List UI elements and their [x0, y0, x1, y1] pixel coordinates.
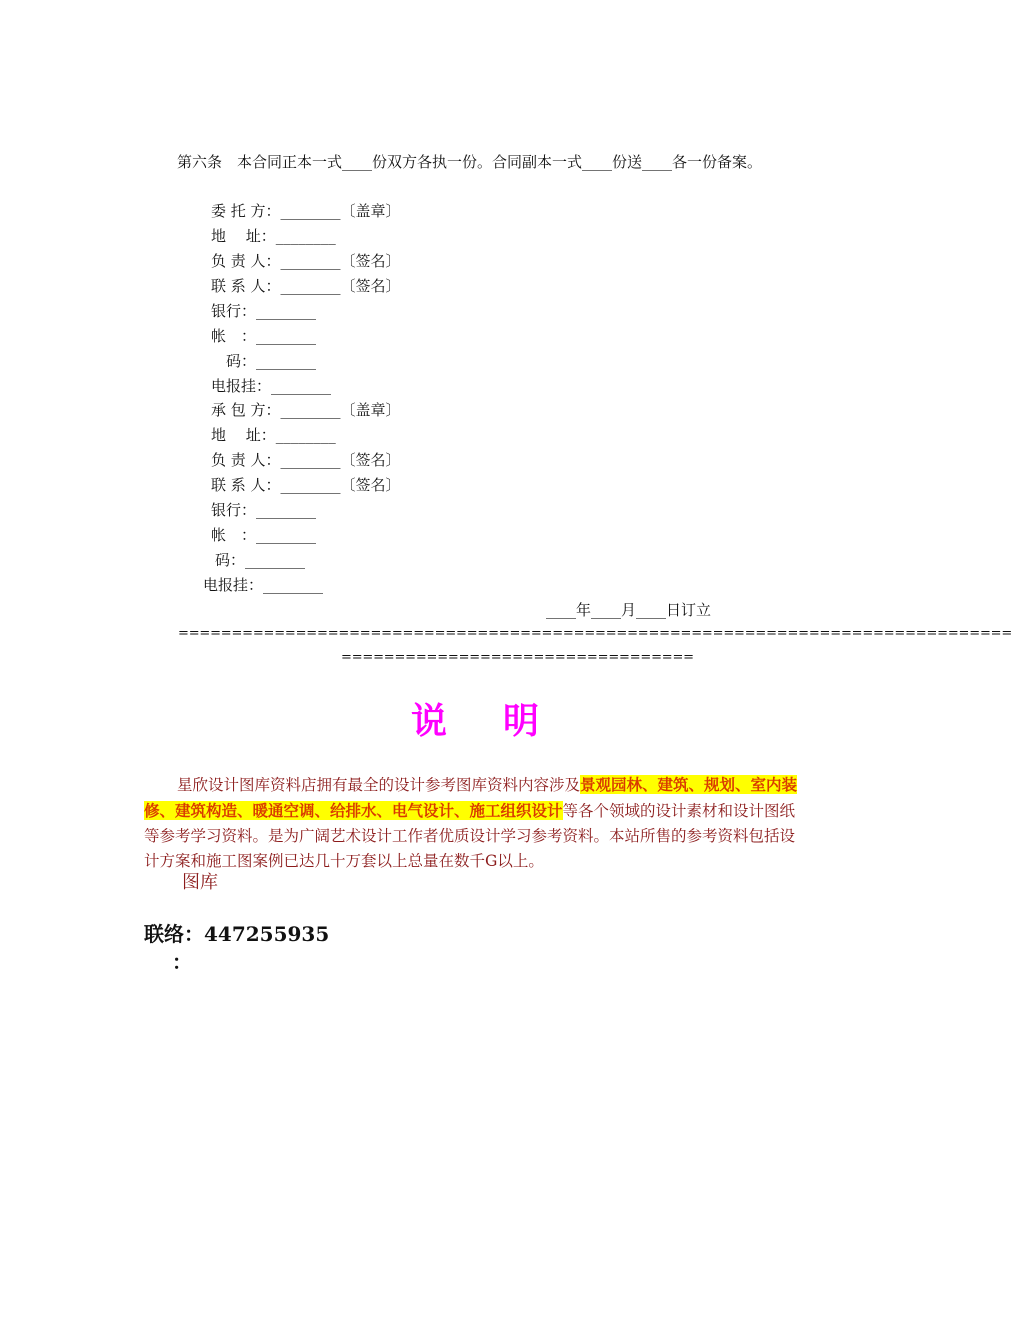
- client-contact-line: 联 系 人：________〔签名〕: [211, 277, 401, 295]
- contractor-code-line: 码：________: [215, 551, 306, 569]
- contact-line: 联络：447255935: [144, 922, 330, 946]
- client-leader-line: 负 责 人：________〔签名〕: [211, 252, 401, 270]
- contractor-address-line: 地 址：________: [211, 426, 336, 444]
- contractor-name-line: 承 包 方：________〔盖章〕: [211, 401, 401, 419]
- client-account-line: 帐 ：________: [211, 327, 317, 345]
- description-intro: 星欣设计图库资料店拥有最全的设计参考图库资料内容涉及: [177, 776, 581, 794]
- separator-line-2: =================================: [341, 650, 694, 665]
- contact-colon: ：: [172, 950, 192, 974]
- description-paragraph: [144, 772, 808, 874]
- tuku-label: 图库: [182, 872, 218, 893]
- contractor-contact-line: 联 系 人：________〔签名〕: [211, 476, 401, 494]
- client-code-line: 码：________: [226, 352, 317, 370]
- description-highlight: 景观园林、建筑、规划、室内装修、建筑构造、暖通空调、给排水、电气设计、施工组织设计: [144, 775, 798, 820]
- section-title-char-2: 明: [503, 701, 540, 742]
- contractor-telegram-line: 电报挂：________: [203, 576, 324, 594]
- contractor-bank-line: 银行：________: [211, 501, 317, 519]
- article-six: 第六条 本合同正本一式____份双方各执一份。合同副本一式____份送____各一份备案。: [177, 153, 763, 171]
- section-title: [0, 698, 950, 746]
- separator-line-1: ==============================================================================: [178, 626, 1012, 641]
- client-bank-line: 银行：________: [211, 302, 317, 320]
- date-line: ____年____月____日订立: [546, 601, 712, 619]
- contractor-leader-line: 负 责 人：________〔签名〕: [211, 451, 401, 469]
- section-title-char-1: 说: [410, 701, 447, 742]
- client-address-line: 地 址：________: [211, 227, 336, 245]
- client-telegram-line: 电报挂：________: [211, 377, 332, 395]
- client-name-line: 委 托 方：________〔盖章〕: [211, 202, 401, 220]
- contractor-account-line: 帐 ：________: [211, 526, 317, 544]
- description-rest: 等各个领域的设计素材和设计图纸等参考学习资料。是为广阔艺术设计工作者优质设计学习参考资料。本站所售的参考资料包括设计方案和施工图案例已达几十万套以上总量在数千G以上。: [144, 802, 796, 870]
